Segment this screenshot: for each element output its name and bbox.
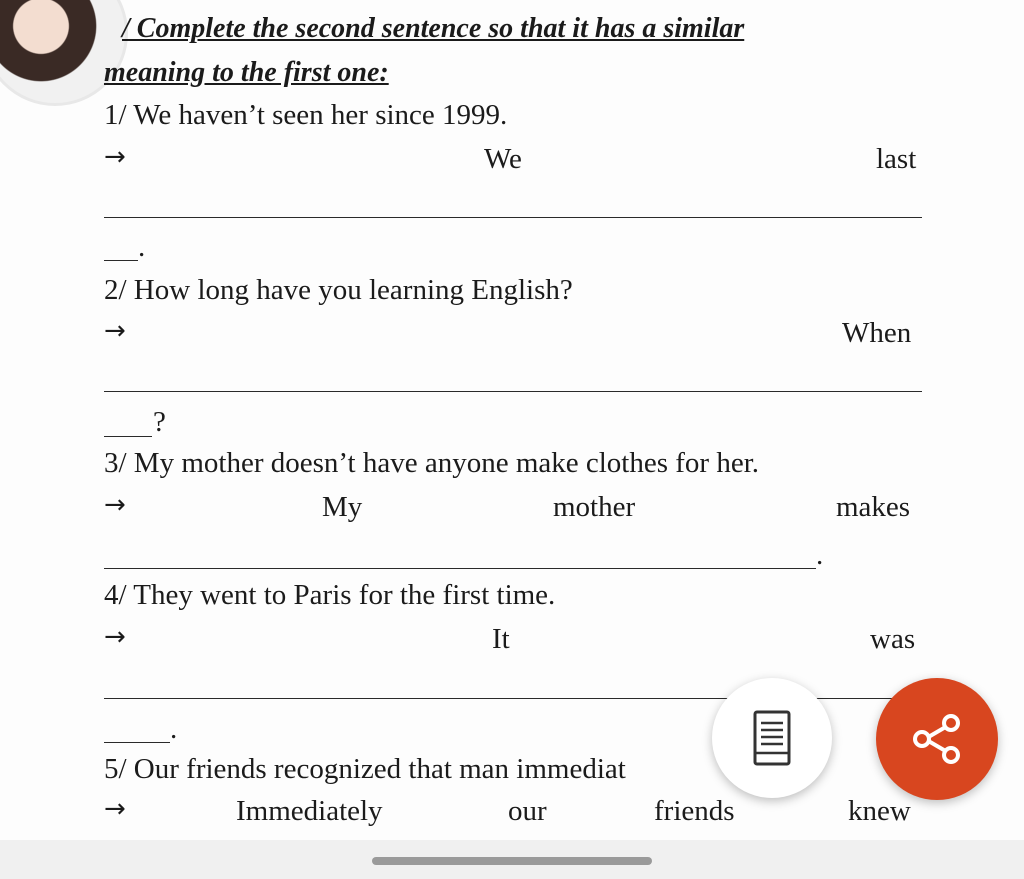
user-avatar[interactable] [0,0,128,106]
reader-icon [752,709,792,767]
exercise-4-ending: . [170,713,178,745]
share-icon [907,709,967,769]
exercise-5-word-4: knew [848,795,911,827]
exercise-5-word-2: our [508,795,547,827]
home-gesture-handle[interactable] [372,857,652,865]
exercise-5-prompt: 5/ Our friends recognized that man immediat [104,753,626,785]
exercise-3-ending: . [816,539,824,571]
exercise-5-word-1: Immediately [236,795,383,827]
exercise-1-word-2: last [876,143,917,175]
exercise-1-answer-line[interactable] [104,217,922,218]
exercise-1-prompt: 1/ We haven’t seen her since 1999. [104,99,508,131]
exercise-5-word-3: friends [654,795,735,827]
exercise-2-answer-line-end[interactable] [104,436,152,437]
exercise-3-word-1: My [322,491,363,523]
exercise-2-prompt: 2/ How long have you learning English? [104,274,573,306]
exercise-3-answer-line[interactable] [104,568,816,569]
exercise-3-word-3: makes [836,491,911,523]
exercise-2-word-1: When [842,317,912,349]
exercise-1-ending: . [138,231,146,263]
instruction-line-1: / Complete the second sentence so that it has a similar [122,13,745,44]
exercise-2-ending: ? [153,406,166,438]
exercise-4-arrow: → [104,622,126,652]
exercise-1-word-1: We [484,143,522,175]
exercise-3-word-2: mother [553,491,636,523]
reader-mode-button[interactable] [712,678,832,798]
instruction-line-2: meaning to the first one: [104,57,389,88]
exercise-4-word-1: It [492,623,510,655]
exercise-3-prompt: 3/ My mother doesn’t have anyone make clothes for her. [104,447,760,479]
share-button[interactable] [876,678,998,800]
exercise-2-answer-line[interactable] [104,391,922,392]
exercise-4-prompt: 4/ They went to Paris for the first time. [104,579,556,611]
exercise-2-arrow: → [104,316,126,346]
exercise-4-word-2: was [870,623,916,655]
exercise-1-arrow: → [104,142,126,172]
exercise-5-arrow: → [104,794,126,824]
exercise-1-answer-line-end[interactable] [104,260,138,261]
exercise-3-arrow: → [104,490,126,520]
exercise-4-answer-line-end[interactable] [104,742,170,743]
